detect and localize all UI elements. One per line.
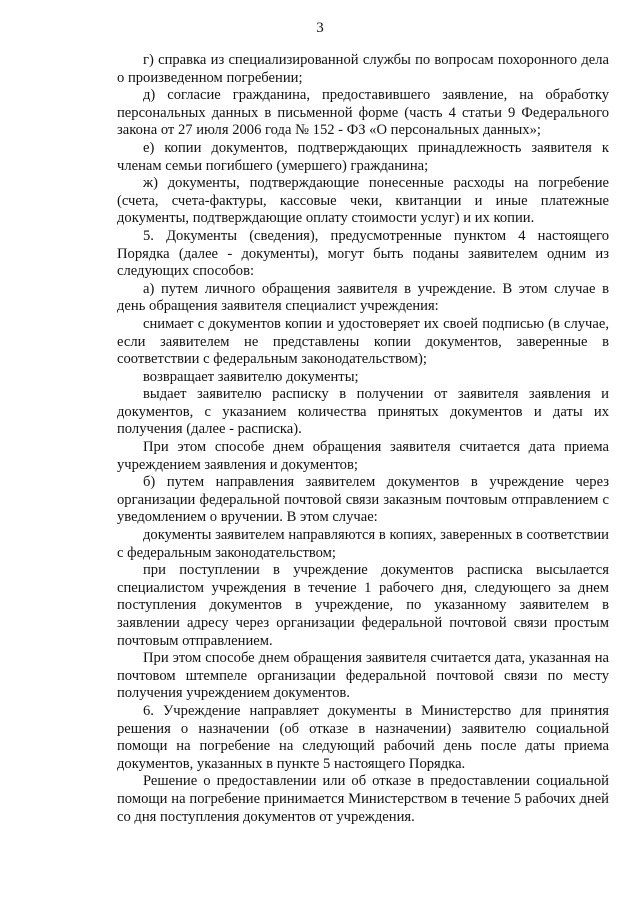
paragraph-item-g: г) справка из специализированной службы по вопросам похоронного дела о произведенном погребении;	[117, 52, 609, 86]
paragraph-decision: Решение о предоставлении или об отказе в предоставлении социальной помощи на погребение принимается Министерством в течение 5 рабочих дней со дня поступления документов от учреждения.	[117, 773, 609, 825]
paragraph-clause-6: 6. Учреждение направляет документы в Министерство для принятия решения о назначении (об отказе в назначении) заявителю социальной помощи на погребение на следующий рабочий день после даты приема документов, указанных в пункте 5 настоящего Порядка.	[117, 702, 609, 772]
paragraph-item-a: а) путем личного обращения заявителя в учреждение. В этом случае в день обращения заявителя специалист учреждения:	[117, 280, 609, 315]
document-body	[117, 52, 609, 826]
page-number: 3	[316, 20, 324, 36]
paragraph-clause-5: 5. Документы (сведения), предусмотренные пунктом 4 настоящего Порядка (далее - документы), могут быть поданы заявителем одним из следующих способов:	[117, 227, 609, 280]
paragraph-receipt-mailed: при поступлении в учреждение документов расписка высылается специалистом учреждения в течение 1 рабочего дня, следующего за днем поступления документов в учреждение, по указанному заявителем в заявлении адресу через организации федеральной почтовой связи простым почтовым отправлением.	[117, 562, 609, 649]
paragraph-issue-receipt: выдает заявителю расписку в получении от заявителя заявления и документов, с указанием количества принятых документов и даты их получения (далее - расписка).	[117, 386, 609, 438]
paragraph-copies-certification: снимает с документов копии и удостоверяет их своей подписью (в случае, если заявителем не представлены копии документов, заверенные в соответствии с федеральным законодательством);	[117, 315, 609, 368]
paragraph-personal-visit-date: При этом способе днем обращения заявителя считается дата приема учреждением заявления и документов;	[117, 439, 609, 473]
paragraph-item-zh: ж) документы, подтверждающие понесенные расходы на погребение (счета, счета-фактуры, кассовые чеки, квитанции и иные платежные документы, подтверждающие оплату стоимости услуг) и их копии.	[117, 175, 609, 227]
paragraph-return-documents: возвращает заявителю документы;	[143, 368, 359, 385]
paragraph-item-b: б) путем направления заявителем документов в учреждение через организации федеральной почтовой связи заказным почтовым отправлением с уведомлением о вручении. В этом случае:	[117, 474, 609, 526]
paragraph-postal-date: При этом способе днем обращения заявителя считается дата, указанная на почтовом штемпеле организации федеральной почтовой связи по месту получения учреждением документов.	[117, 650, 609, 702]
paragraph-item-e: е) копии документов, подтверждающих принадлежность заявителя к членам семьи погибшего (умершего) гражданина;	[117, 139, 609, 174]
paragraph-item-d: д) согласие гражданина, предоставившего заявление, на обработку персональных данных в письменной форме (часть 4 статьи 9 Федерального закона от 27 июля 2006 года № 152 - ФЗ «О персональных данных»;	[117, 87, 609, 139]
paragraph-copies-sent: документы заявителем направляются в копиях, заверенных в соответствии с федеральным законодательством;	[117, 527, 609, 561]
